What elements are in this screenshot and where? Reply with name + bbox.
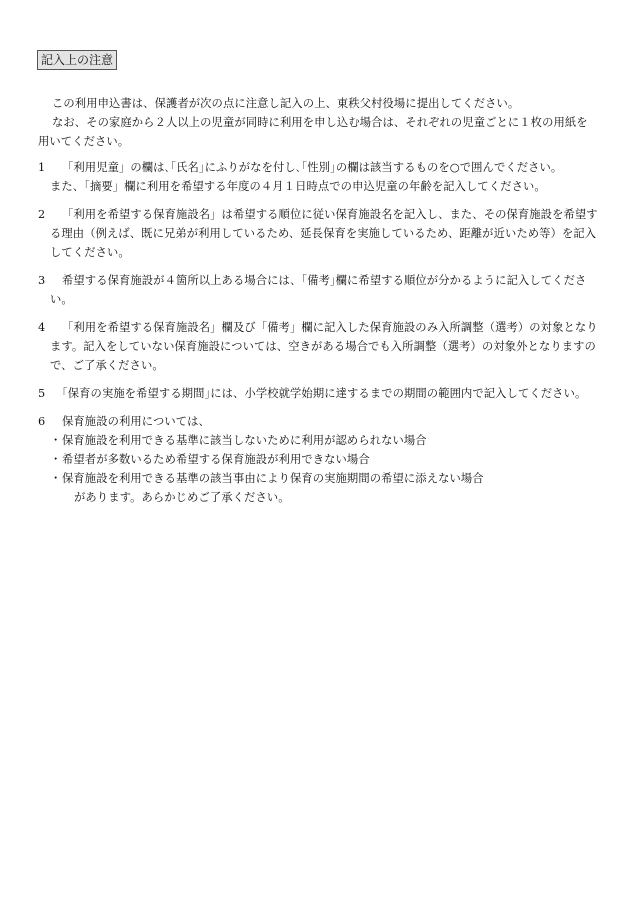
note-number: 1 (38, 161, 46, 174)
note-text: また、「摘要」欄に利用を希望する年度の４月１日時点での申込児童の年齢を記入してください。 (50, 180, 546, 193)
intro-line: なお、その家庭から２人以上の児童が同時に利用を申し込む場合は、それぞれの児童ごとに１枚の用紙を用いてください。 (38, 116, 588, 148)
bullet-text: 保育施設を利用できる基準に該当しないために利用が認められない場合 (62, 434, 427, 447)
note-text: ｢保育の実施を希望する期間｣には、小学校就学始期に達するまでの期間の範囲内で記入してください。 (62, 387, 587, 400)
note-number: 6 (38, 415, 46, 428)
list-item (50, 469, 598, 488)
notes-list (38, 158, 598, 516)
note-item-4 (38, 318, 598, 375)
note-text: 「利用を希望する保育施設名」は希望する順位に従い保育施設名を記入し、また、その保育施設を希望する理由（例えば、既に兄弟が利用しているため、延長保育を実施しているため、距離が近いため等）を記入してください。 (50, 208, 598, 259)
note-item-6 (38, 412, 598, 507)
section-heading: 記入上の注意 (37, 50, 117, 70)
intro-paragraph (38, 94, 596, 151)
note-number: 4 (38, 321, 46, 334)
note-item-5 (38, 384, 598, 403)
note-item-3 (38, 271, 598, 309)
bullet-mark: ・ (50, 434, 62, 447)
bullet-text: 希望者が多数いるため希望する保育施設が利用できない場合 (62, 453, 370, 466)
list-item (50, 450, 598, 469)
closing-text: があります。あらかじめご了承ください。 (74, 491, 290, 504)
note-item-2 (38, 205, 598, 262)
bullet-mark: ・ (50, 472, 62, 485)
note-number: 3 (38, 274, 46, 287)
note-number: 2 (38, 208, 46, 221)
bullet-text: 保育施設を利用できる基準の該当事由により保育の実施期間の希望に添えない場合 (62, 472, 484, 485)
note-text: 「利用児童」の欄は､｢氏名｣にふりがなを付し､｢性別｣の欄は該当するものを○で囲んでください。 (62, 161, 563, 174)
note-number: 5 (38, 387, 46, 400)
note-text: 希望する保育施設が４箇所以上ある場合には、｢備考｣欄に希望する順位が分かるように記入してください。 (50, 274, 587, 306)
intro-line: この利用申込書は、保護者が次の点に注意し記入の上、東秩父村役場に提出してください。 (52, 97, 520, 110)
note-item-1 (38, 158, 598, 196)
bullet-list (50, 431, 598, 488)
bullet-mark: ・ (50, 453, 62, 466)
note-text: 「利用を希望する保育施設名」欄及び「備考」欄に記入した保育施設のみ入所調整（選考）の対象となります。記入をしていない保育施設については、空きがある場合でも入所調整（選考）の対象外となりますので、ご了承ください。 (50, 321, 598, 372)
list-item (50, 431, 598, 450)
note-text: 保育施設の利用については、 (62, 415, 210, 428)
